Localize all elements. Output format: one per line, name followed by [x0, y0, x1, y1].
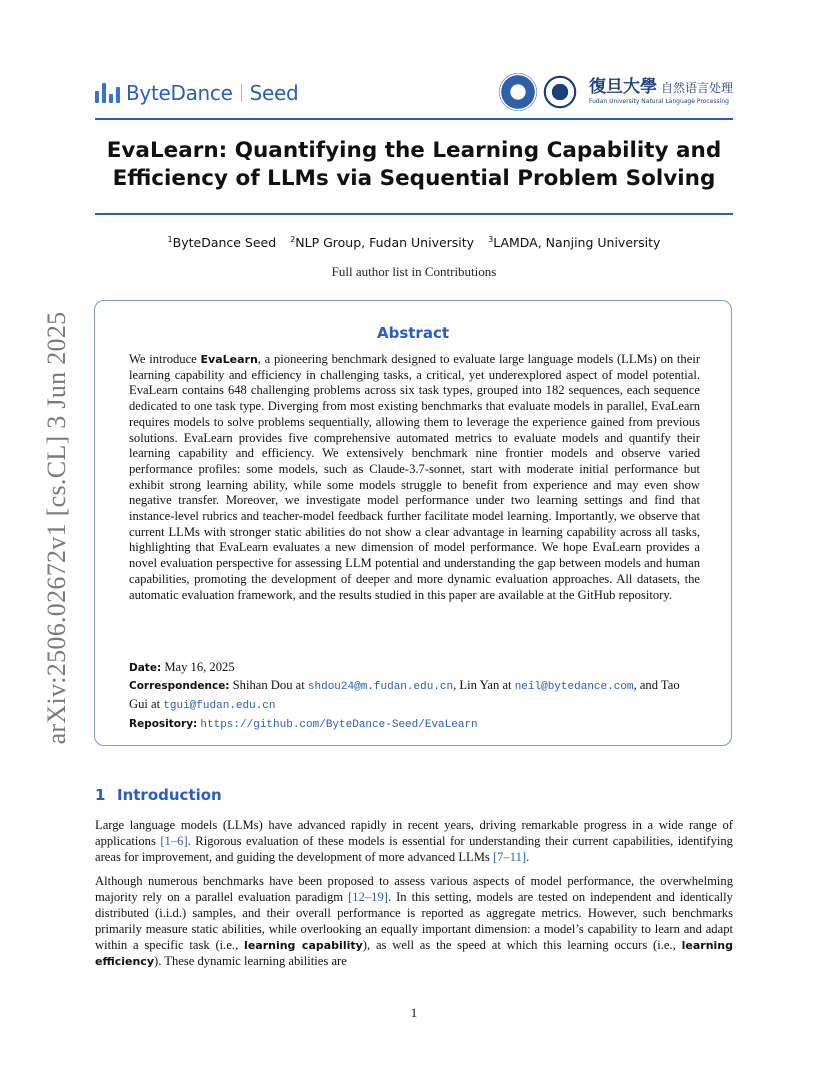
section-heading	[95, 786, 222, 804]
page-header	[95, 72, 733, 116]
title-line: EvaLearn: Quantifying the Learning Capability and	[106, 138, 722, 163]
paragraph-text: Large language models (LLMs) have advanced rapidly in recent years, driving remarkable progress in a wide range of applications	[95, 818, 733, 848]
bytedance-bars-icon	[95, 83, 120, 103]
intro-paragraph-1	[95, 818, 733, 866]
fudan-cn-name: 復旦大學	[588, 77, 657, 98]
correspondence-text: Shihan Dou at	[232, 678, 308, 692]
paragraph-text: . Rigorous evaluation of these models is essential for understanding their current capabilities, identifying areas for improvement, and guiding the development of more advanced LLMs	[95, 833, 733, 864]
abstract-body: , a pioneering benchmark designed to evaluate large language models (LLMs) on their learning capability and efficiency in challenging tasks, a critical, yet underexplored aspect of model potential. EvaLearn contains 648 challenging problems across six task types, grouped into 182 sequences, each sequence dedicated to one task type. Diverging from most existing benchmarks that evaluate models in parallel, EvaLearn requires models to solve problems sequentially, allowing them to leverage the experience gained from previous solutions. EvaLearn provides five comprehensive automated metrics to evaluate models and quantify their learning capability and efficiency. We extensively benchmark nine frontier models and observe varied performance profiles: some models, such as Claude-3.7-sonnet, start with moderate initial performance but exhibit strong learning ability, while some models struggle to benefit from experience and may even show negative transfer. Moreover, we investigate model performance under two learning settings and find that instance-level rubrics and teacher-model feedback further facilitate model learning. Importantly, we observe that current LLMs with stronger static abilities do not show a clear advantage in learning capability across all tasks, highlighting that EvaLearn evaluates a new dimension of model performance. We hope EvaLearn provides a novel evaluation perspective for assessing LLM potential and understanding the gap between models and human capabilities, promoting the development of deeper and more dynamic evaluation approaches. All datasets, the automatic evaluation framework, and the results studied in this paper are available at the GitHub repository.	[129, 352, 701, 602]
correspondence-text: , Lin Yan at	[453, 678, 515, 692]
university-seal-icon	[499, 73, 537, 111]
date-line	[129, 659, 700, 677]
repository-link[interactable]: https://github.com/ByteDance-Seed/EvaLearn	[200, 719, 478, 731]
fudan-cn-sub: 自然语言处理	[660, 81, 733, 96]
brand-name: ByteDance	[126, 81, 233, 105]
paper-title	[95, 137, 733, 193]
brand-separator	[241, 84, 242, 102]
email-link[interactable]: tgui@fudan.edu.cn	[163, 700, 276, 712]
abstract-intro: We introduce	[129, 352, 201, 366]
affiliation-name: ByteDance Seed	[172, 235, 277, 251]
title-rule	[95, 213, 733, 215]
affiliation-mark: 3	[488, 235, 494, 244]
correspondence-label: Correspondence:	[129, 680, 230, 692]
header-rule	[95, 118, 733, 120]
email-link[interactable]: neil@bytedance.com	[514, 681, 634, 693]
fudan-nlp-logo	[499, 72, 733, 112]
paragraph-text: Although numerous benchmarks have been proposed to assess various aspects of model performance, the overwhelming majority rely on a parallel evaluation paradigm	[95, 874, 733, 904]
correspondence-text: , and Tao Gui at	[129, 678, 680, 711]
intro-paragraph-2	[95, 874, 733, 969]
benchmark-name: EvaLearn	[200, 353, 258, 366]
fudan-en-name: Fudan University Natural Language Processing	[588, 98, 729, 106]
paragraph-text: ), as well as the speed at which this learning occurs (i.e.,	[362, 937, 682, 952]
abstract-box	[94, 300, 732, 746]
date-label: Date:	[129, 662, 162, 674]
arxiv-stamp: arXiv:2506.02672v1 [cs.CL] 3 Jun 2025	[42, 311, 71, 745]
abstract-heading: Abstract	[376, 324, 450, 342]
page-number: 1	[410, 1005, 418, 1020]
author-note: Full author list in Contributions	[331, 264, 497, 279]
date-value: May 16, 2025	[164, 660, 235, 674]
repository-line	[129, 715, 700, 734]
brand-sub: Seed	[249, 81, 299, 105]
citation-link[interactable]: [12–19]	[348, 889, 388, 904]
paper-metadata	[129, 659, 700, 734]
affiliation-name: LAMDA, Nanjing University	[493, 235, 661, 251]
term-learning-efficiency: learning efficiency	[95, 938, 733, 968]
repository-label: Repository:	[129, 718, 198, 730]
section-number: 1	[95, 786, 106, 804]
abstract-text	[129, 352, 700, 603]
correspondence-line	[129, 677, 700, 715]
title-line: Efficiency of LLMs via Sequential Problem Solving	[112, 166, 716, 191]
affiliation-mark: 2	[290, 235, 296, 244]
affiliations	[95, 235, 733, 250]
fudan-seal-icon	[541, 73, 579, 111]
citation-link[interactable]: [7–11]	[492, 849, 527, 864]
affiliation-mark: 1	[167, 235, 173, 244]
email-link[interactable]: shdou24@m.fudan.edu.cn	[307, 681, 454, 693]
bytedance-seed-logo	[95, 80, 298, 106]
term-learning-capability: learning capability	[244, 938, 363, 952]
affiliation-name: NLP Group, Fudan University	[295, 235, 475, 251]
paragraph-text: .	[526, 849, 530, 864]
paragraph-text: ). These dynamic learning abilities are	[154, 953, 347, 968]
paragraph-text: . In this setting, models are tested on independent and identically distributed (i.i.d.) samples, and their overall performance is reported as aggregate metrics. However, such benchmarks primarily measure static abilities, while overlooking an equally important dimension: a model’s capability to learn and adapt within a specific task (i.e.,	[95, 889, 733, 952]
section-title: Introduction	[117, 786, 222, 804]
citation-link[interactable]: [1–6]	[160, 833, 188, 848]
